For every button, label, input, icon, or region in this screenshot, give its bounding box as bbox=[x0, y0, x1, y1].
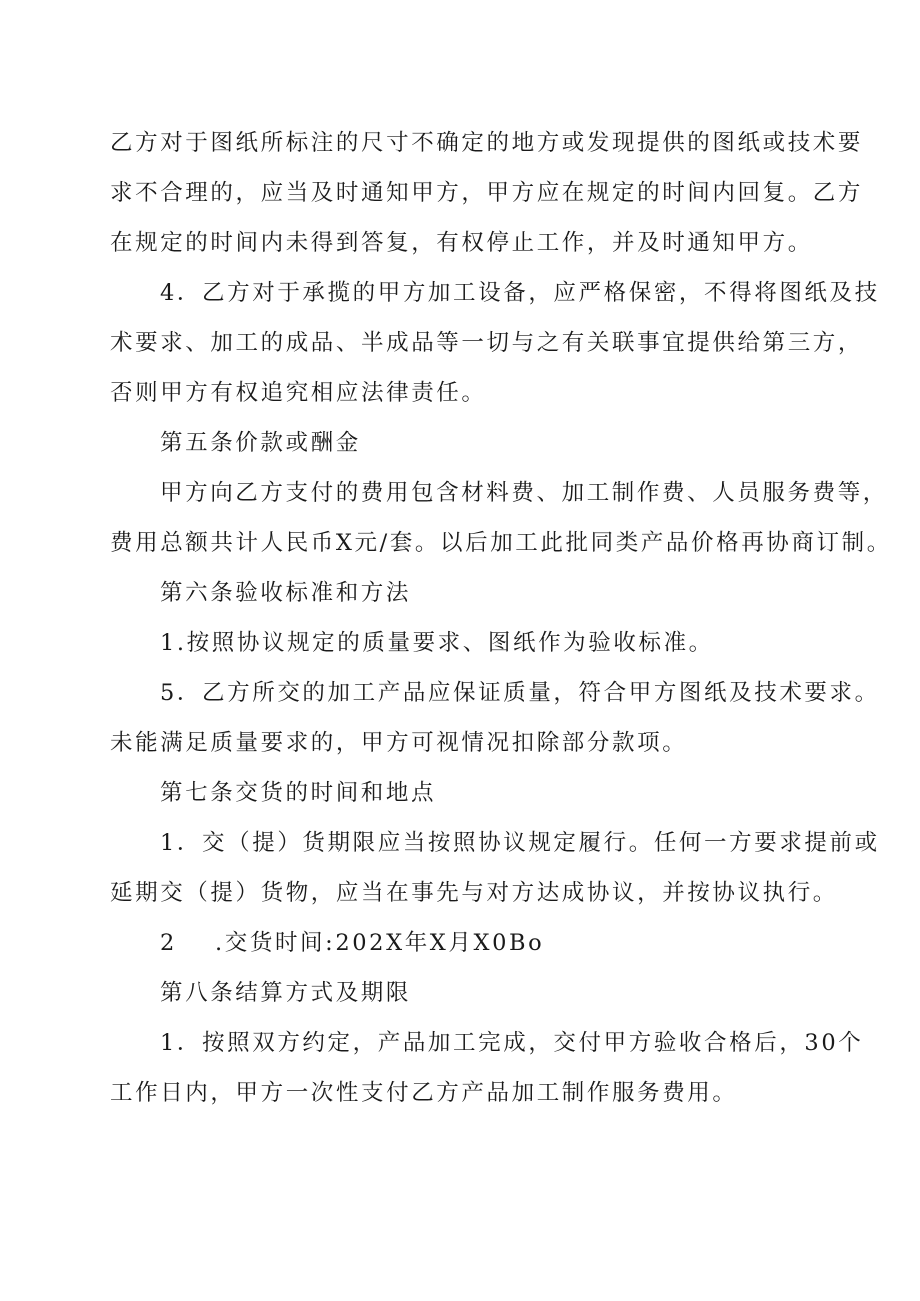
paragraph-2-line-2: 术要求、加工的成品、半成品等一切与之有关联事宜提供给第三方， bbox=[110, 330, 864, 356]
paragraph-6-line-2: 延期交（提）货物，应当在事先与对方达成协议，并按协议执行。 bbox=[110, 880, 838, 906]
paragraph-8-line-2: 工作日内，甲方一次性支付乙方产品加工制作服务费用。 bbox=[110, 1080, 738, 1106]
paragraph-7-number: 2 bbox=[160, 930, 177, 956]
paragraph-5-line-1: 5．乙方所交的加工产品应保证质量，符合甲方图纸及技术要求。 bbox=[160, 680, 880, 706]
paragraph-2-line-1: 4．乙方对于承揽的甲方加工设备，应严格保密，不得将图纸及技 bbox=[160, 280, 880, 306]
paragraph-3-line-2: 费用总额共计人民币X元/套。以后加工此批同类产品价格再协商订制。 bbox=[110, 530, 892, 556]
paragraph-1-line-3: 在规定的时间内未得到答复，有权停止工作，并及时通知甲方。 bbox=[110, 230, 813, 256]
paragraph-5-line-2: 未能满足质量要求的，甲方可视情况扣除部分款项。 bbox=[110, 730, 688, 756]
paragraph-6-line-1: 1．交（提）货期限应当按照协议规定履行。任何一方要求提前或 bbox=[160, 830, 880, 856]
paragraph-1-line-1: 乙方对于图纸所标注的尺寸不确定的地方或发现提供的图纸或技术要 bbox=[110, 130, 864, 156]
paragraph-1-line-2: 求不合理的，应当及时通知甲方，甲方应在规定的时间内回复。乙方 bbox=[110, 180, 864, 206]
paragraph-8-line-1: 1．按照双方约定，产品加工完成，交付甲方验收合格后，30个 bbox=[160, 1030, 864, 1056]
paragraph-2-line-3: 否则甲方有权追究相应法律责任。 bbox=[110, 380, 487, 406]
section-heading-7: 第七条交货的时间和地点 bbox=[160, 780, 437, 806]
section-heading-5: 第五条价款或酬金 bbox=[160, 430, 361, 456]
section-heading-6: 第六条验收标准和方法 bbox=[160, 580, 412, 606]
paragraph-3-line-1: 甲方向乙方支付的费用包含材料费、加工制作费、人员服务费等， bbox=[160, 480, 888, 506]
paragraph-4-line-1: 1.按照协议规定的质量要求、图纸作为验收标准。 bbox=[160, 630, 714, 656]
section-heading-8: 第八条结算方式及期限 bbox=[160, 980, 412, 1006]
paragraph-7-text: .交货时间:202X年X月X0Bo bbox=[215, 930, 545, 956]
